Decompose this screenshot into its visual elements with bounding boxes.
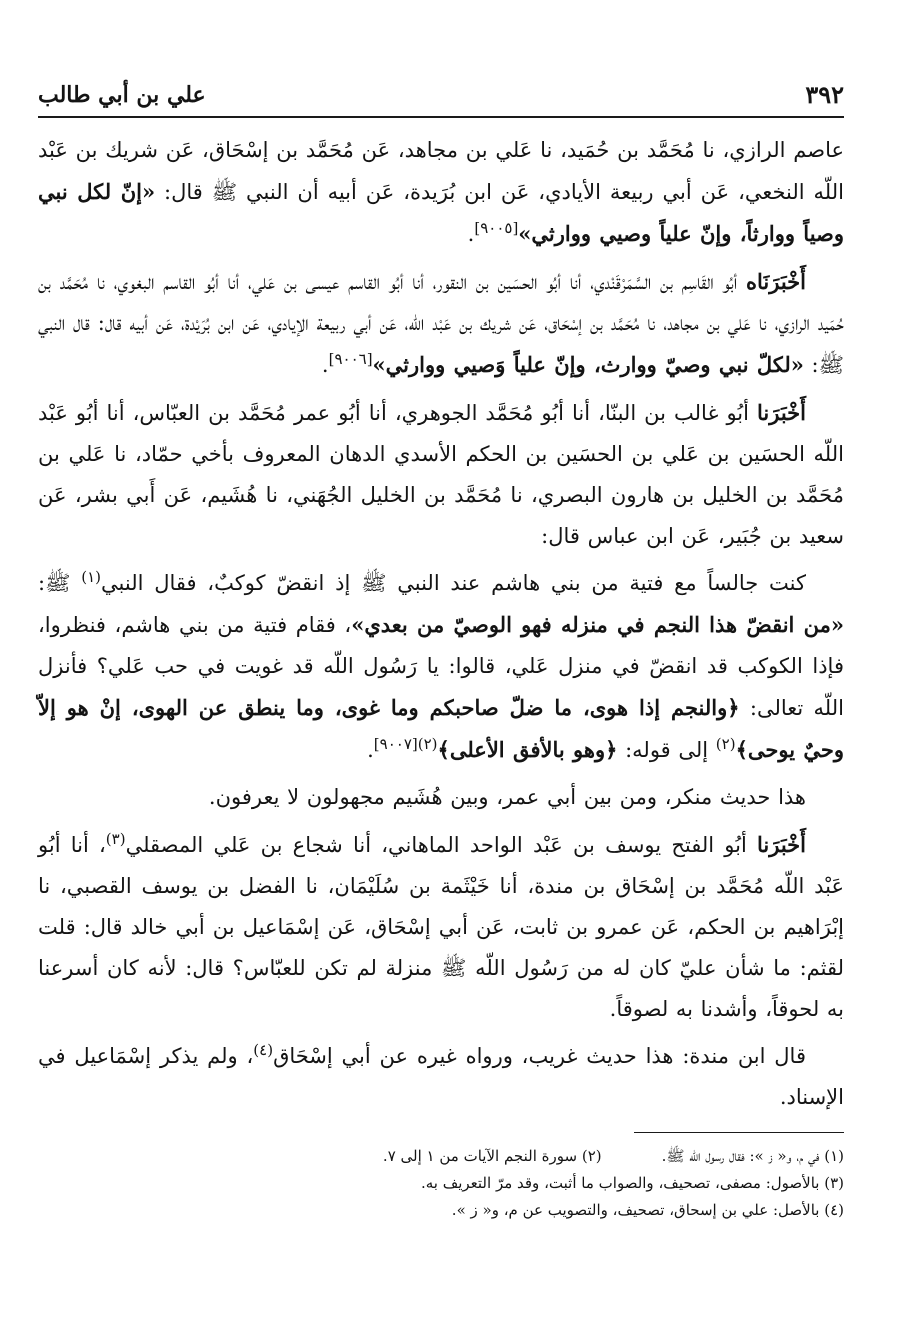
paragraph-end: .: [367, 738, 374, 762]
hadith-quote: «لكلّ نبي وصيّ ووارث، وإنّ علياً وَصيي ووارثي»: [372, 352, 804, 377]
footnote-row: [38, 1143, 844, 1170]
body-text: [38, 130, 844, 1118]
paragraph-end: .: [467, 222, 475, 246]
paragraph-text: أبُو الفتح يوسف بن عَبْد الواحد الماهاني، أنا شجاع بن عَلي المصقلي: [125, 833, 758, 857]
footnote-marker: (٢): [715, 735, 736, 753]
footnote-divider: [634, 1132, 844, 1133]
hadith-quote: «من انقضّ هذا النجم في منزله فهو الوصيّ من بعدي»: [351, 612, 845, 637]
paragraph-text: ، فقام فتية من بني هاشم، فنظروا، فإذا الكوكب قد انقضّ في منزل عَلي، قالوا: يا رَسُول اللّه قد غويت في حب عَلي؟ فأنزل اللّه تعالى:: [38, 613, 844, 720]
footnote-marker: (٣): [105, 830, 126, 848]
quran-quote: ﴿وهو بالأفق الأعلى﴾: [437, 737, 618, 762]
footnote-2: (٢) سورة النجم الآيات من ١ إلى ٧.: [382, 1147, 602, 1165]
paragraph: [38, 563, 844, 771]
paragraph-text: كنت جالساً مع فتية من بني هاشم عند النبي ﷺ إذ انقضّ كوكبٌ، فقال النبي: [101, 571, 806, 595]
running-title: علي بن أبي طالب: [38, 82, 206, 108]
isnad-lead-word: أَخْبَرَنا: [757, 400, 806, 425]
paragraph-text: هذا حديث منكر، ومن بين أبي عمر، وبين هُشَيم مجهولون لا يعرفون.: [208, 785, 806, 809]
paragraph: [38, 130, 844, 255]
paragraph-text: عاصم الرازي، نا مُحَمَّد بن حُمَيد، نا عَلي بن مجاهد، عَن مُحَمَّد بن إسْحَاق، عَن شريك بن عَبْد اللّه النخعي، عَن أبي ربيعة الأيادي، عَن ابن بُرَيدة، عَن أبيه أن النبي ﷺ قال:: [38, 138, 844, 204]
hadith-reference: (٢)[٩٠٠٧]: [373, 735, 438, 753]
paragraph-end: .: [321, 353, 329, 377]
paragraph: [38, 824, 844, 1030]
isnad-lead-word: أَخْبَرَنا: [757, 832, 806, 857]
page-header: [38, 80, 844, 118]
book-page: [38, 80, 844, 1224]
hadith-reference: [٩٠٠٦]: [328, 350, 373, 368]
isnad-lead-word: أَخْبَرَنَاه: [746, 269, 806, 294]
footnote-3: (٣) بالأصول: مصفى، تصحيف، والصواب ما أثبت، وقد مرّ التعريف به.: [420, 1174, 844, 1192]
hadith-reference: [٩٠٠٥]: [474, 219, 519, 237]
footnote-1: (١) في م، و« ز »: فقال رسول اللّه ﷺ.: [661, 1147, 844, 1165]
paragraph-text: إلى قوله:: [617, 738, 716, 762]
paragraph-text: ، أنا أبُو عَبْد اللّه مُحَمَّد بن إسْحَاق بن مندة، أنا خَيْثَمة بن سُلَيْمَان، نا الفضل بن يوسف القصبي، نا إبْرَاهيم بن الحكم، عَن عمرو بن ثابت، عَن أبي إسْحَاق، عَن إسْمَاعيل بن أبي خالد قال: قلت لقثم: ما شأن عليّ كان له من رَسُول اللّه ﷺ منزلة لم تكن للعبّاس؟ قال: لأنه كان أسرعنا به لحوقاً، وأشدنا به لصوقاً.: [38, 833, 844, 1021]
footnote-marker: (٤): [253, 1041, 274, 1059]
paragraph: [38, 1036, 844, 1118]
paragraph-text: أبُو غالب بن البنّا، أنا أبُو مُحَمَّد الجوهري، أنا أبُو عمر مُحَمَّد بن العبّاس، أنا أبُو عَبْد اللّه الحسَين بن عَلي بن الحسَين بن الحكم الأسدي الدهان المعروف بأخي حمّاد، نا عَلي بن مُحَمَّد بن الخليل بن هارون البصري، نا مُحَمَّد بن الخليل الجُهَني، نا هُشَيم، عَن أَبي بشر، عَن سعيد بن جُبَير، عَن ابن عباس قال:: [38, 401, 844, 548]
paragraph: [38, 392, 844, 557]
hadith-quote: «إنّ لكل نبي وصياً ووارثاً، وإنّ علياً وصيي ووارثي»: [38, 179, 844, 246]
paragraph: [38, 777, 844, 818]
paragraph-text: قال ابن مندة: هذا حديث غريب، ورواه غيره عن أبي إسْحَاق: [273, 1044, 806, 1068]
paragraph-text: ، ولم يذكر إسْمَاعيل في الإسناد.: [38, 1044, 844, 1109]
quran-quote: ﴿والنجم إذا هوى، ما ضلّ صاحبكم وما غوى، وما ينطق عن الهوى، إنْ هو إلاّ وحيٌ يوحى﴾: [38, 695, 844, 762]
footnotes: [38, 1143, 844, 1224]
paragraph: [38, 261, 844, 386]
paragraph-text: ﷺ:: [38, 571, 82, 595]
paragraph-text: أبُو القَاسِم بن السَّمَرْقَنْدي، أنا أبُو الحسَين بن النقور، أنا أبُو القاسم عيسى بن عَلي، أنا أبُو القاسم البغوي، نا مُحَمَّد بن حُمَيد الرازي، نا عَلي بن مجاهد، نا مُحَمَّد بن إسْحَاق، عَن شريك بن عَبْد اللّه، عَن أبي ربيعة الإيادي، عَن ابن بُرَيْدة، عَن أبيه قال: قال النبي ﷺ:: [38, 270, 844, 377]
page-number: ٣٩٢: [805, 80, 844, 109]
footnote-marker: (١): [81, 568, 102, 586]
footnote-4: (٤) بالأصل: علي بن إسحاق، تصحيف، والتصويب عن م، و« ز ».: [451, 1201, 844, 1219]
